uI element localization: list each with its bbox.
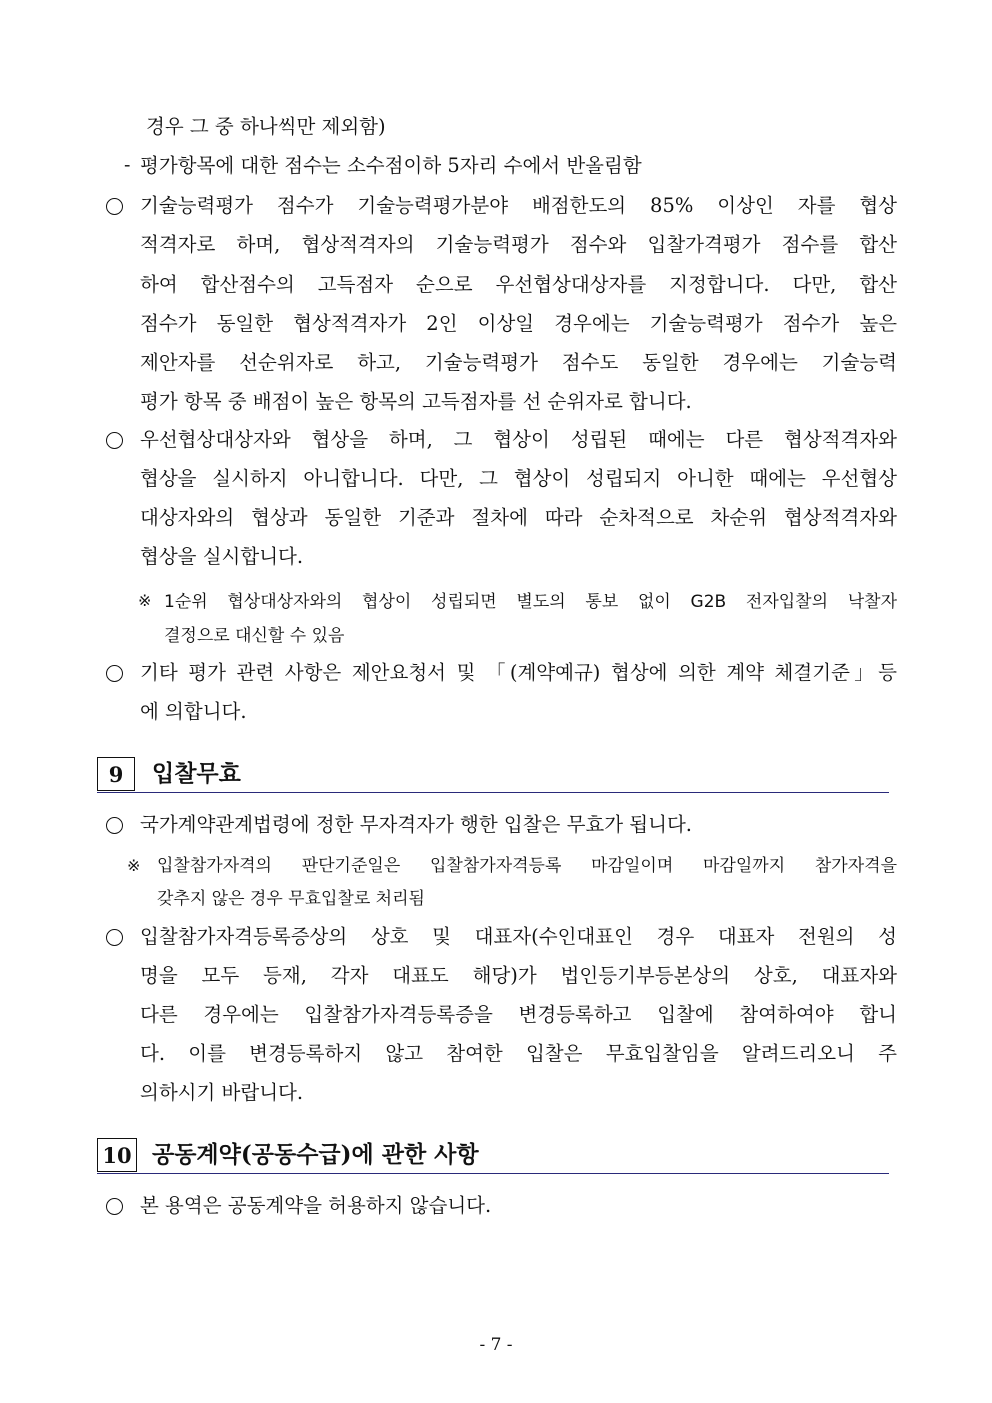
dash-marker: -: [124, 154, 131, 176]
circle-bullet-icon: [106, 665, 123, 682]
circle-bullet-icon: [106, 817, 123, 834]
text-line: 평가 항목 중 배점이 높은 항목의 고득점자를 선 순위자로 합니다.: [140, 390, 692, 413]
text-line: 국가계약관계법령에 정한 무자격자가 행한 입찰은 무효가 됩니다.: [140, 813, 692, 836]
note-line: 1순위 협상대상자와의 협상이 성립되면 별도의 통보 없이 G2B 전자입찰의 낙찰자: [164, 592, 897, 612]
section-underline: [97, 1173, 889, 1174]
text-line: 협상을 실시하지 아니합니다. 다만, 그 협상이 성립되지 아니한 때에는 우선협상: [140, 467, 897, 490]
text-line: 점수가 동일한 협상적격자가 2인 이상일 경우에는 기술능력평가 점수가 높은: [140, 312, 897, 335]
page-number: - 7 -: [479, 1335, 513, 1355]
section-underline: [97, 792, 889, 793]
circle-bullet-icon: [106, 1198, 123, 1215]
text-line: 적격자로 하며, 협상적격자의 기술능력평가 점수와 입찰가격평가 점수를 합산: [140, 233, 897, 256]
text-line: 협상을 실시합니다.: [140, 545, 304, 568]
text-line: 입찰참가자격등록증상의 상호 및 대표자(수인대표인 경우 대표자 전원의 성: [140, 925, 897, 948]
text-line: 다. 이를 변경등록하지 않고 참여한 입찰은 무효입찰임을 알려드리오니 주: [140, 1042, 897, 1065]
note-line: 갖추지 않은 경우 무효입찰로 처리됨: [157, 889, 425, 909]
text-line: 경우 그 중 하나씩만 제외함): [146, 115, 386, 138]
text-line: 우선협상대상자와 협상을 하며, 그 협상이 성립된 때에는 다른 협상적격자와: [140, 428, 897, 451]
text-line: 기타 평가 관련 사항은 제안요청서 및 「(계약예규) 협상에 의한 계약 체결기준」등: [140, 661, 897, 684]
note-line: 입찰참가자격의 판단기준일은 입찰참가자격등록 마감일이며 마감일까지 참가자격을: [157, 856, 897, 876]
section-title: 입찰무효: [152, 760, 241, 787]
section-number-box: 10: [97, 1138, 137, 1172]
text-line: 다른 경우에는 입찰참가자격등록증을 변경등록하고 입찰에 참여하여야 합니: [140, 1003, 897, 1026]
section-number-box: 9: [97, 757, 135, 791]
text-line: 하여 합산점수의 고득점자 순으로 우선협상대상자를 지정합니다. 다만, 합산: [140, 273, 897, 296]
note-line: 결정으로 대신할 수 있음: [164, 626, 345, 646]
circle-bullet-icon: [106, 432, 123, 449]
note-mark-icon: ※: [127, 856, 141, 875]
text-line: 제안자를 선순위자로 하고, 기술능력평가 점수도 동일한 경우에는 기술능력: [140, 351, 897, 374]
circle-bullet-icon: [106, 198, 123, 215]
circle-bullet-icon: [106, 929, 123, 946]
text-line: 대상자와의 협상과 동일한 기준과 절차에 따라 순차적으로 차순위 협상적격자와: [140, 506, 897, 529]
text-line: 기술능력평가 점수가 기술능력평가분야 배점한도의 85% 이상인 자를 협상: [140, 194, 897, 217]
text-line: 에 의합니다.: [140, 700, 247, 723]
text-line: 의하시기 바랍니다.: [140, 1081, 304, 1104]
text-line: 평가항목에 대한 점수는 소수점이하 5자리 수에서 반올림함: [140, 154, 642, 177]
section-title: 공동계약(공동수급)에 관한 사항: [152, 1141, 479, 1168]
text-line: 명을 모두 등재, 각자 대표도 해당)가 법인등기부등본상의 상호, 대표자와: [140, 964, 897, 987]
note-mark-icon: ※: [138, 591, 152, 610]
text-line: 본 용역은 공동계약을 허용하지 않습니다.: [140, 1194, 492, 1217]
